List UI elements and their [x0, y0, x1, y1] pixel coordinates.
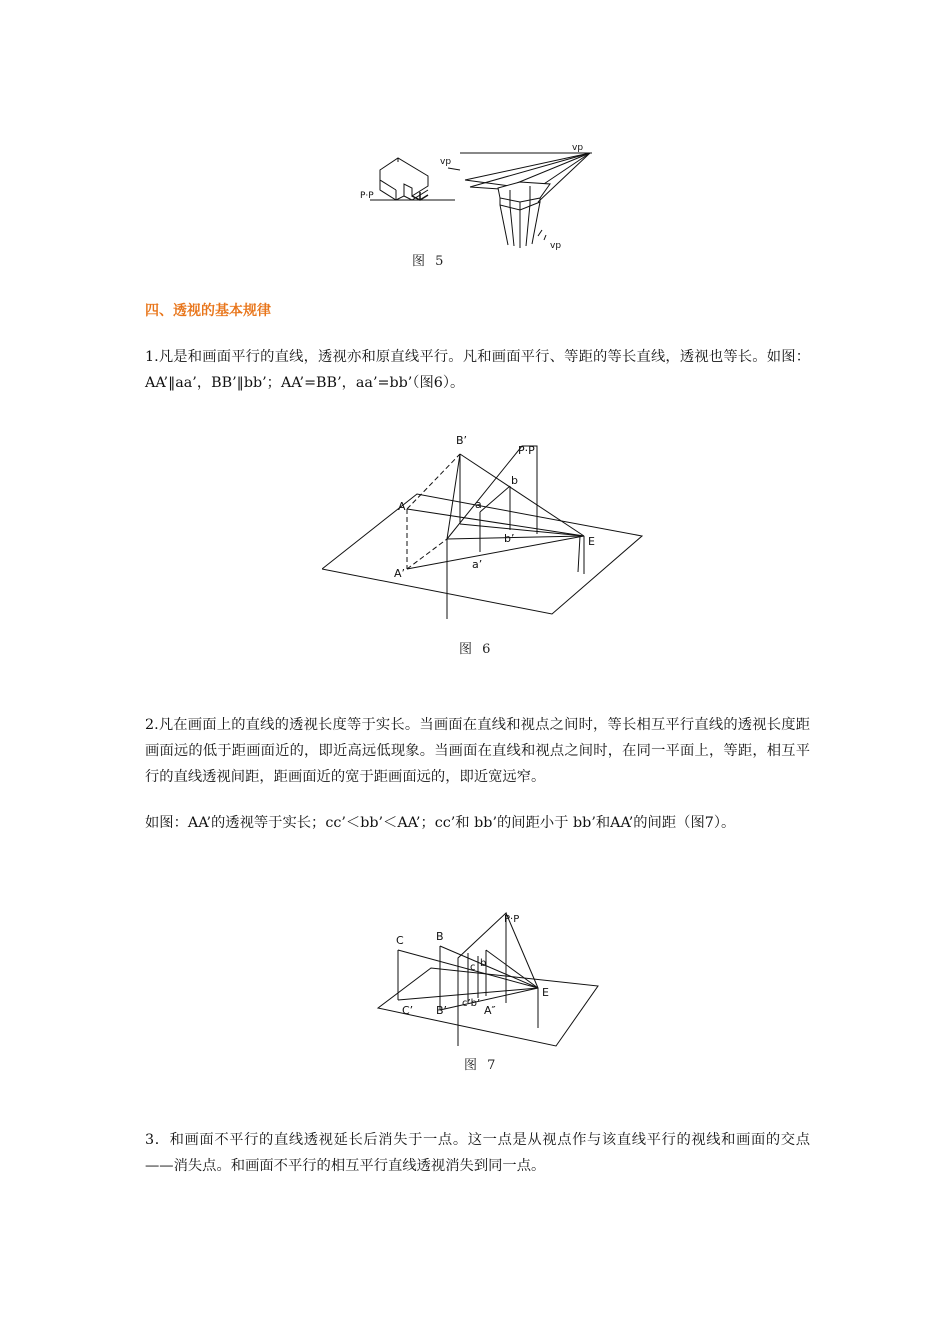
figure-5: [360, 140, 600, 255]
section-heading: 四、透视的基本规律: [145, 303, 271, 319]
pp-label: P·P: [360, 191, 374, 201]
paragraph-3: 如图：AA’的透视等于实长；cc’＜bb’＜AA’；cc’和 bb’的间距小于 bb’和AA’的间距（图7）。: [145, 815, 736, 831]
figure-5-drawing: [360, 140, 600, 255]
paragraph-2: 2.凡在画面上的直线的透视长度等于实长。当画面在直线和视点之间时，等长相互平行直线的透视长度距画面远的低于距画面近的，即近高远低现象。当画面在直线和视点之间时，在同一平面上，等距，相互平行的直线透视间距，距画面近的宽于距画面远的，即近宽远窄。: [145, 717, 810, 785]
label-B: B: [436, 930, 444, 943]
label-a: a: [475, 498, 482, 511]
label-b-prime: b’: [504, 532, 515, 545]
label-c: c: [470, 962, 476, 973]
figure-7-drawing: [376, 908, 602, 1050]
label-E: E: [542, 986, 549, 999]
figure-6-caption: 图 6: [459, 642, 494, 657]
label-C-prime: C’: [402, 1004, 414, 1017]
label-cb-prime: c’b’: [462, 998, 481, 1009]
label-b: b: [480, 958, 487, 969]
label-B: B’: [456, 434, 468, 447]
figure-6-drawing: [322, 424, 644, 624]
paragraph-1: 1.凡是和画面平行的直线，透视亦和原直线平行。凡和画面平行、等距的等长直线，透视也等长。如图：AA’‖aa’，BB’‖bb’；AA’=BB’，aa’=bb’（图6）。: [145, 349, 810, 391]
figure-6: [322, 424, 644, 624]
label-A-dprime: A″: [484, 1004, 496, 1017]
label-C: C: [396, 934, 404, 947]
vp-label-top: vp: [572, 143, 584, 153]
label-A: A: [398, 500, 406, 513]
label-A-prime: A’: [394, 567, 406, 580]
figure-7-caption: 图 7: [464, 1058, 499, 1073]
label-a-prime: a’: [472, 558, 483, 571]
label-pp: P·P: [504, 914, 520, 925]
label-pp: P·P: [518, 444, 535, 457]
figure-7: [376, 908, 602, 1050]
label-b: b: [511, 474, 518, 487]
vp-label-left: vp: [440, 157, 452, 167]
label-B-prime: B’: [436, 1004, 448, 1017]
label-E: E: [588, 535, 595, 548]
vp-label-bottom: vp: [550, 241, 562, 251]
figure-5-caption: 图 5: [412, 254, 447, 269]
paragraph-4: 3．和画面不平行的直线透视延长后消失于一点。这一点是从视点作与该直线平行的视线和画面的交点——消失点。和画面不平行的相互平行直线透视消失到同一点。: [145, 1132, 810, 1174]
